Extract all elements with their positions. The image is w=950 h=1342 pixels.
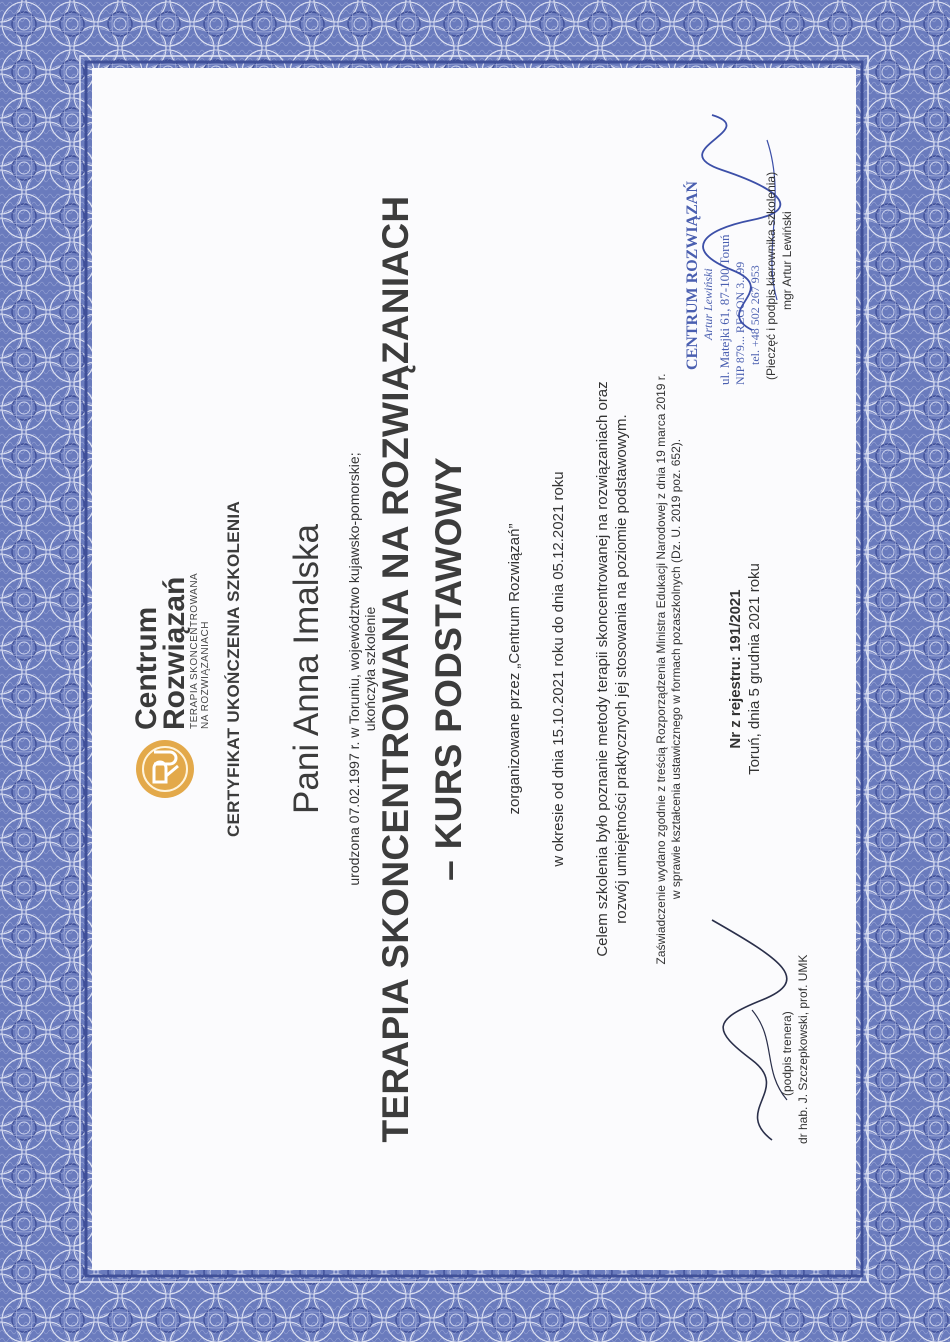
stamp-person: Artur Lewiński xyxy=(701,268,715,340)
logo-tagline-line1: TERAPIA SKONCENTROWANA xyxy=(189,572,200,729)
birth-line2: ukończyła szkolenie xyxy=(362,606,378,732)
stamp-ids: NIP 879... REGON 3...99 xyxy=(733,261,747,385)
certificate-content xyxy=(92,68,856,1270)
legal-line1: Zaświadczenie wydano zgodnie z treścią Rozporządzenia Ministra Edukacji Narodowej z dnia 19 marca 2019 r. xyxy=(654,373,668,965)
goal-line1: Celem szkolenia było poznanie metody terapii skoncentrowanej na rozwiązaniach oraz xyxy=(594,381,611,957)
stamp-address: ul. Matejki 61, 87-100 Toruń xyxy=(717,234,732,385)
logo-name-line2: Rozwiązań xyxy=(158,576,191,730)
course-title-line2: – KURS PODSTAWOWY xyxy=(428,457,469,881)
director-name: mgr Artur Lewiński xyxy=(780,211,794,310)
birth-line1: urodzona 07.02.1997 r. w Toruniu, województwo kujawsko-pomorskie; xyxy=(346,452,362,886)
certificate-heading: CERTYFIKAT UKOŃCZENIA SZKOLENIA xyxy=(224,500,243,838)
logo-emblem-icon xyxy=(134,738,196,800)
trainer-name: dr hab. J. Szczepkowski, prof. UMK xyxy=(796,954,810,1144)
goal-line2: rozwój umiejętności praktycznych jej stosowania na poziomie podstawowym. xyxy=(613,414,630,924)
legal-line2: w sprawie kształcenia ustawicznego w formach pozaszkolnych (Dz. U. 2019 poz. 652). xyxy=(669,438,683,900)
director-signature-label: (Pieczęć i podpis kierownika szkolenia) xyxy=(764,171,778,380)
register-number: Nr z rejestru: 191/2021 xyxy=(727,589,744,749)
recipient-name: Pani Anna Imalska xyxy=(287,524,326,814)
place-date: Toruń, dnia 5 grudnia 2021 roku xyxy=(746,563,763,775)
organizer-line: zorganizowane przez „Centrum Rozwiązań” xyxy=(506,523,523,815)
trainer-signature-label: (podpis trenera) xyxy=(780,1011,794,1096)
stamp-phone: tel. +48 502 267 953 xyxy=(748,265,762,365)
period-line: w okresie od dnia 15.10.2021 roku do dnia 05.12.2021 roku xyxy=(550,471,567,867)
logo-tagline-line2: NA ROZWIĄZANIACH xyxy=(200,620,211,729)
course-title-line1: TERAPIA SKONCENTROWANA NA ROZWIĄZANIACH xyxy=(375,195,416,1143)
stamp-title: CENTRUM ROZWIĄZAŃ xyxy=(684,181,701,370)
logo-name-line1: Centrum xyxy=(130,606,163,730)
